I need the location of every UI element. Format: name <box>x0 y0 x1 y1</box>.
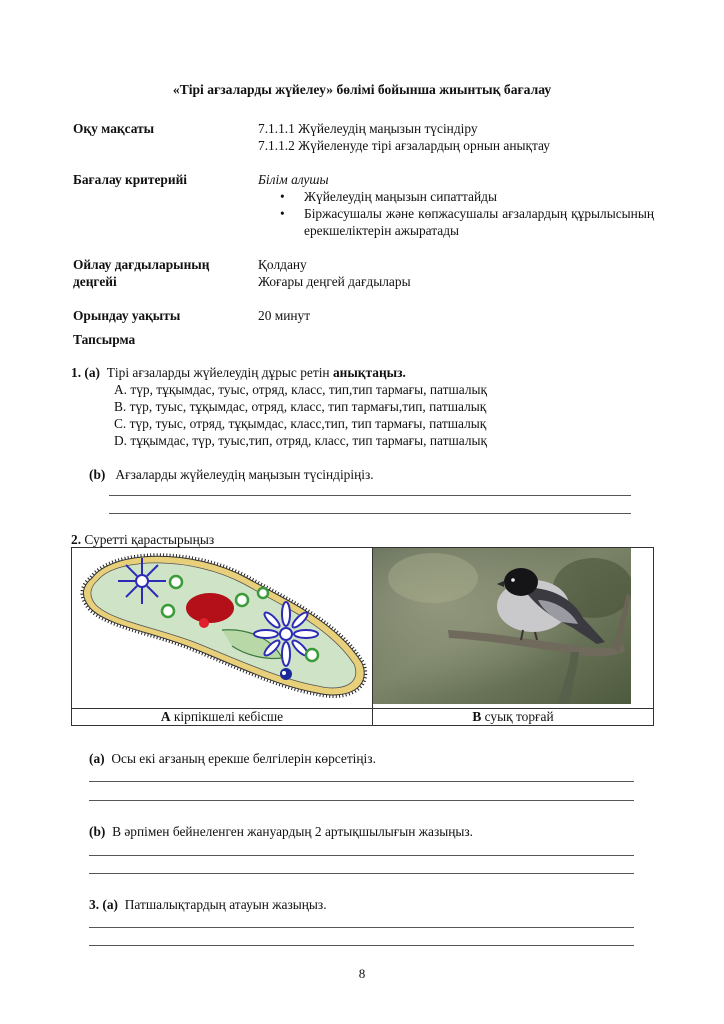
criteria-intro: Білім алушы <box>258 172 329 187</box>
q1-option-c: C. түр, туыс, отряд, тұқымдас, класс,тип, тип тармағы, патшалық <box>114 416 487 431</box>
answer-line[interactable] <box>109 495 631 496</box>
q2-prompt: 2. Суретті қарастырыңыз <box>71 532 215 547</box>
thinking-values <box>258 256 654 290</box>
answer-line[interactable] <box>89 873 634 874</box>
goal-1: 7.1.1.1 Жүйелеудің маңызын түсіндіру <box>258 121 478 136</box>
answer-line[interactable] <box>89 945 634 946</box>
time-value: 20 минут <box>258 308 311 323</box>
page-number: 8 <box>358 966 366 981</box>
thinking-1: Қолдану <box>258 257 307 272</box>
answer-line[interactable] <box>89 855 634 856</box>
criteria-label: Бағалау критерийі <box>73 172 188 187</box>
paramecium-cell <box>72 548 373 709</box>
paramecium-illustration <box>72 548 372 704</box>
q1-prompt: 1. (a) Тірі ағзаларды жүйелеудің дұрыс ретін анықтаңыз. <box>71 365 406 380</box>
criteria-item: • Біржасушалы және көпжасушалы ағзалардың құрылысының ерекшеліктерін ажыратады <box>280 206 654 238</box>
caption-b: В суық торғай <box>373 709 654 726</box>
criteria-item: • Жүйелеудің маңызын сипаттайды <box>280 189 497 204</box>
answer-line[interactable] <box>89 800 634 801</box>
task-heading: Тапсырма <box>73 332 136 347</box>
criteria-list <box>278 188 654 239</box>
bullfinch-photo <box>373 548 653 704</box>
thinking-label: Ойлау дағдыларының деңгейі <box>73 257 210 289</box>
answer-line[interactable] <box>89 781 634 782</box>
q2a-prompt: (a) Осы екі ағзаның ерекше белгілерін көрсетіңіз. <box>89 751 376 766</box>
q2b-prompt: (b) В әрпімен бейнеленген жануардың 2 артықшылығын жазыңыз. <box>89 824 474 839</box>
page-title: «Тірі ағзаларды жүйелеу» бөлімі бойынша жиынтық бағалау <box>172 82 552 97</box>
q1b-prompt: (b) Ағзаларды жүйелеудің маңызын түсіндіріңіз. <box>89 467 374 482</box>
q1-option-d: D. тұқымдас, түр, туыс,тип, отряд, класс, тип тармағы, патшалық <box>114 433 488 448</box>
goal-2: 7.1.1.2 Жүйеленуде тірі ағзалардың орнын анықтау <box>258 138 550 153</box>
answer-line[interactable] <box>89 927 634 928</box>
goal-label: Оқу мақсаты <box>73 121 155 136</box>
caption-a: А кірпікшелі кебісше <box>72 709 373 726</box>
answer-line[interactable] <box>109 513 631 514</box>
thinking-2: Жоғары деңгей дағдылары <box>258 274 411 289</box>
q1-option-a: A. түр, тұқымдас, туыс, отряд, класс, тип,тип тармағы, патшалық <box>114 382 488 397</box>
bird-cell <box>373 548 654 709</box>
q1-option-b: B. түр, туыс, тұқымдас, отряд, класс, тип тармағы,тип, патшалық <box>114 399 487 414</box>
images-table <box>71 547 654 726</box>
criteria-values <box>258 171 654 239</box>
goal-values <box>258 120 654 154</box>
time-label: Орындау уақыты <box>73 308 181 323</box>
q3-prompt: 3. (a) Патшалықтардың атауын жазыңыз. <box>89 897 327 912</box>
